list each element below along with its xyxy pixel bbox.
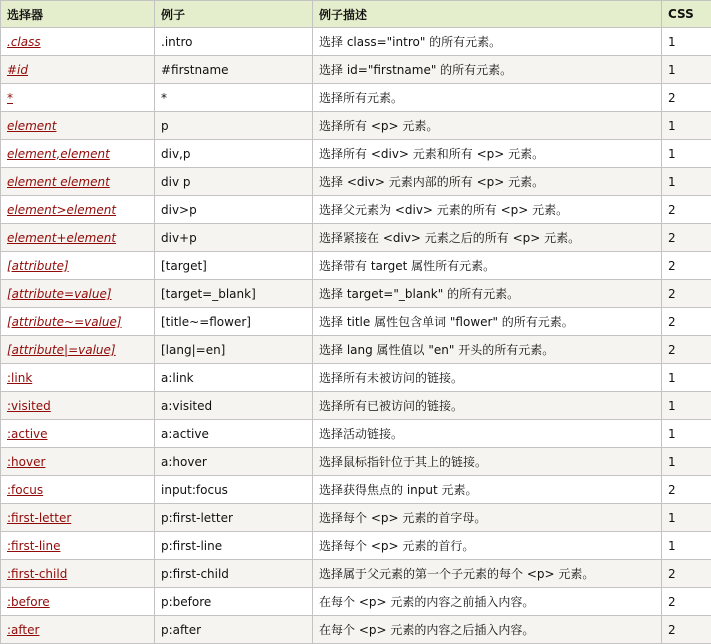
css-version-cell: 2 [662, 336, 711, 364]
selector-cell [1, 28, 155, 56]
selector-cell [1, 56, 155, 84]
table-row [1, 392, 711, 420]
css-version-cell: 1 [662, 168, 711, 196]
css-version-cell: 2 [662, 308, 711, 336]
selector-cell [1, 252, 155, 280]
selector-cell [1, 588, 155, 616]
example-cell: [target=_blank] [155, 280, 313, 308]
selector-link[interactable]: :first-line [7, 539, 60, 553]
selector-link[interactable]: :link [7, 371, 32, 385]
table-header-row [1, 1, 711, 28]
selector-link[interactable]: [attribute] [7, 259, 69, 273]
description-cell: 选择 id="firstname" 的所有元素。 [313, 56, 662, 84]
selector-cell [1, 392, 155, 420]
css-version-cell: 2 [662, 280, 711, 308]
example-cell: #firstname [155, 56, 313, 84]
selector-link[interactable]: [attribute=value] [7, 287, 112, 301]
description-cell: 选择每个 <p> 元素的首行。 [313, 532, 662, 560]
table-row [1, 168, 711, 196]
description-cell: 选择鼠标指针位于其上的链接。 [313, 448, 662, 476]
selector-link[interactable]: :before [7, 595, 50, 609]
css-version-cell: 2 [662, 84, 711, 112]
css-version-cell: 1 [662, 448, 711, 476]
css-version-cell: 1 [662, 364, 711, 392]
example-cell: .intro [155, 28, 313, 56]
selector-link[interactable]: #id [7, 63, 28, 77]
table-row [1, 140, 711, 168]
example-cell: [lang|=en] [155, 336, 313, 364]
example-cell: * [155, 84, 313, 112]
css-version-cell: 1 [662, 112, 711, 140]
table-row [1, 196, 711, 224]
description-cell: 选择 lang 属性值以 "en" 开头的所有元素。 [313, 336, 662, 364]
description-cell: 选择每个 <p> 元素的首字母。 [313, 504, 662, 532]
table-row [1, 308, 711, 336]
description-cell: 选择获得焦点的 input 元素。 [313, 476, 662, 504]
header-css: CSS [662, 1, 711, 28]
selector-cell [1, 140, 155, 168]
selector-cell [1, 224, 155, 252]
selector-cell [1, 280, 155, 308]
example-cell: p:first-letter [155, 504, 313, 532]
example-cell: div+p [155, 224, 313, 252]
selector-cell [1, 308, 155, 336]
header-selector: 选择器 [1, 1, 155, 28]
selector-link[interactable]: * [7, 91, 13, 105]
selector-link[interactable]: :after [7, 623, 39, 637]
example-cell: a:hover [155, 448, 313, 476]
description-cell: 选择 title 属性包含单词 "flower" 的所有元素。 [313, 308, 662, 336]
example-cell: p:before [155, 588, 313, 616]
example-cell: p:first-line [155, 532, 313, 560]
css-version-cell: 2 [662, 588, 711, 616]
table-row [1, 252, 711, 280]
selector-link[interactable]: element+element [7, 231, 116, 245]
description-cell: 选择 class="intro" 的所有元素。 [313, 28, 662, 56]
css-version-cell: 1 [662, 140, 711, 168]
selector-link[interactable]: [attribute|=value] [7, 343, 116, 357]
css-version-cell: 1 [662, 56, 711, 84]
example-cell: p:first-child [155, 560, 313, 588]
selector-cell [1, 532, 155, 560]
selector-cell [1, 364, 155, 392]
header-example: 例子 [155, 1, 313, 28]
selector-link[interactable]: :visited [7, 399, 51, 413]
table-row [1, 616, 711, 644]
description-cell: 选择活动链接。 [313, 420, 662, 448]
css-version-cell: 1 [662, 504, 711, 532]
css-version-cell: 1 [662, 28, 711, 56]
description-cell: 选择 target="_blank" 的所有元素。 [313, 280, 662, 308]
table-row [1, 532, 711, 560]
example-cell: div>p [155, 196, 313, 224]
selector-link[interactable]: element element [7, 175, 110, 189]
example-cell: div p [155, 168, 313, 196]
selector-cell [1, 336, 155, 364]
table-row [1, 420, 711, 448]
selector-cell [1, 196, 155, 224]
description-cell: 选择所有 <div> 元素和所有 <p> 元素。 [313, 140, 662, 168]
selector-link[interactable]: :first-child [7, 567, 67, 581]
table-row [1, 336, 711, 364]
selector-cell [1, 504, 155, 532]
table-row [1, 280, 711, 308]
description-cell: 选择所有元素。 [313, 84, 662, 112]
description-cell: 选择紧接在 <div> 元素之后的所有 <p> 元素。 [313, 224, 662, 252]
example-cell: p [155, 112, 313, 140]
example-cell: a:active [155, 420, 313, 448]
selector-link[interactable]: :first-letter [7, 511, 71, 525]
selector-link[interactable]: :hover [7, 455, 45, 469]
table-row [1, 56, 711, 84]
selector-link[interactable]: element>element [7, 203, 116, 217]
css-version-cell: 2 [662, 196, 711, 224]
selector-link[interactable]: [attribute~=value] [7, 315, 122, 329]
selector-cell [1, 448, 155, 476]
description-cell: 在每个 <p> 元素的内容之后插入内容。 [313, 616, 662, 644]
example-cell: [target] [155, 252, 313, 280]
selector-link[interactable]: :focus [7, 483, 43, 497]
selector-cell [1, 476, 155, 504]
selector-cell [1, 560, 155, 588]
css-version-cell: 2 [662, 476, 711, 504]
description-cell: 选择所有已被访问的链接。 [313, 392, 662, 420]
table-row [1, 28, 711, 56]
description-cell: 选择带有 target 属性所有元素。 [313, 252, 662, 280]
selector-link[interactable]: .class [7, 35, 41, 49]
css-version-cell: 2 [662, 616, 711, 644]
example-cell: a:link [155, 364, 313, 392]
table-row [1, 588, 711, 616]
selector-cell [1, 616, 155, 644]
example-cell: a:visited [155, 392, 313, 420]
css-version-cell: 2 [662, 560, 711, 588]
description-cell: 选择父元素为 <div> 元素的所有 <p> 元素。 [313, 196, 662, 224]
selector-link[interactable]: element [7, 119, 56, 133]
selector-link[interactable]: :active [7, 427, 48, 441]
css-version-cell: 1 [662, 420, 711, 448]
example-cell: [title~=flower] [155, 308, 313, 336]
description-cell: 在每个 <p> 元素的内容之前插入内容。 [313, 588, 662, 616]
selector-cell [1, 420, 155, 448]
css-version-cell: 1 [662, 532, 711, 560]
selector-cell [1, 168, 155, 196]
selector-link[interactable]: element,element [7, 147, 110, 161]
description-cell: 选择 <div> 元素内部的所有 <p> 元素。 [313, 168, 662, 196]
description-cell: 选择属于父元素的第一个子元素的每个 <p> 元素。 [313, 560, 662, 588]
css-version-cell: 1 [662, 392, 711, 420]
css-version-cell: 2 [662, 224, 711, 252]
description-cell: 选择所有 <p> 元素。 [313, 112, 662, 140]
table-row [1, 224, 711, 252]
table-row [1, 476, 711, 504]
example-cell: p:after [155, 616, 313, 644]
table-row [1, 112, 711, 140]
selector-cell [1, 112, 155, 140]
table-row [1, 84, 711, 112]
css-version-cell: 2 [662, 252, 711, 280]
table-row [1, 504, 711, 532]
description-cell: 选择所有未被访问的链接。 [313, 364, 662, 392]
table-row [1, 448, 711, 476]
table-row [1, 364, 711, 392]
selector-cell [1, 84, 155, 112]
header-description: 例子描述 [313, 1, 662, 28]
example-cell: input:focus [155, 476, 313, 504]
example-cell: div,p [155, 140, 313, 168]
table-row [1, 560, 711, 588]
